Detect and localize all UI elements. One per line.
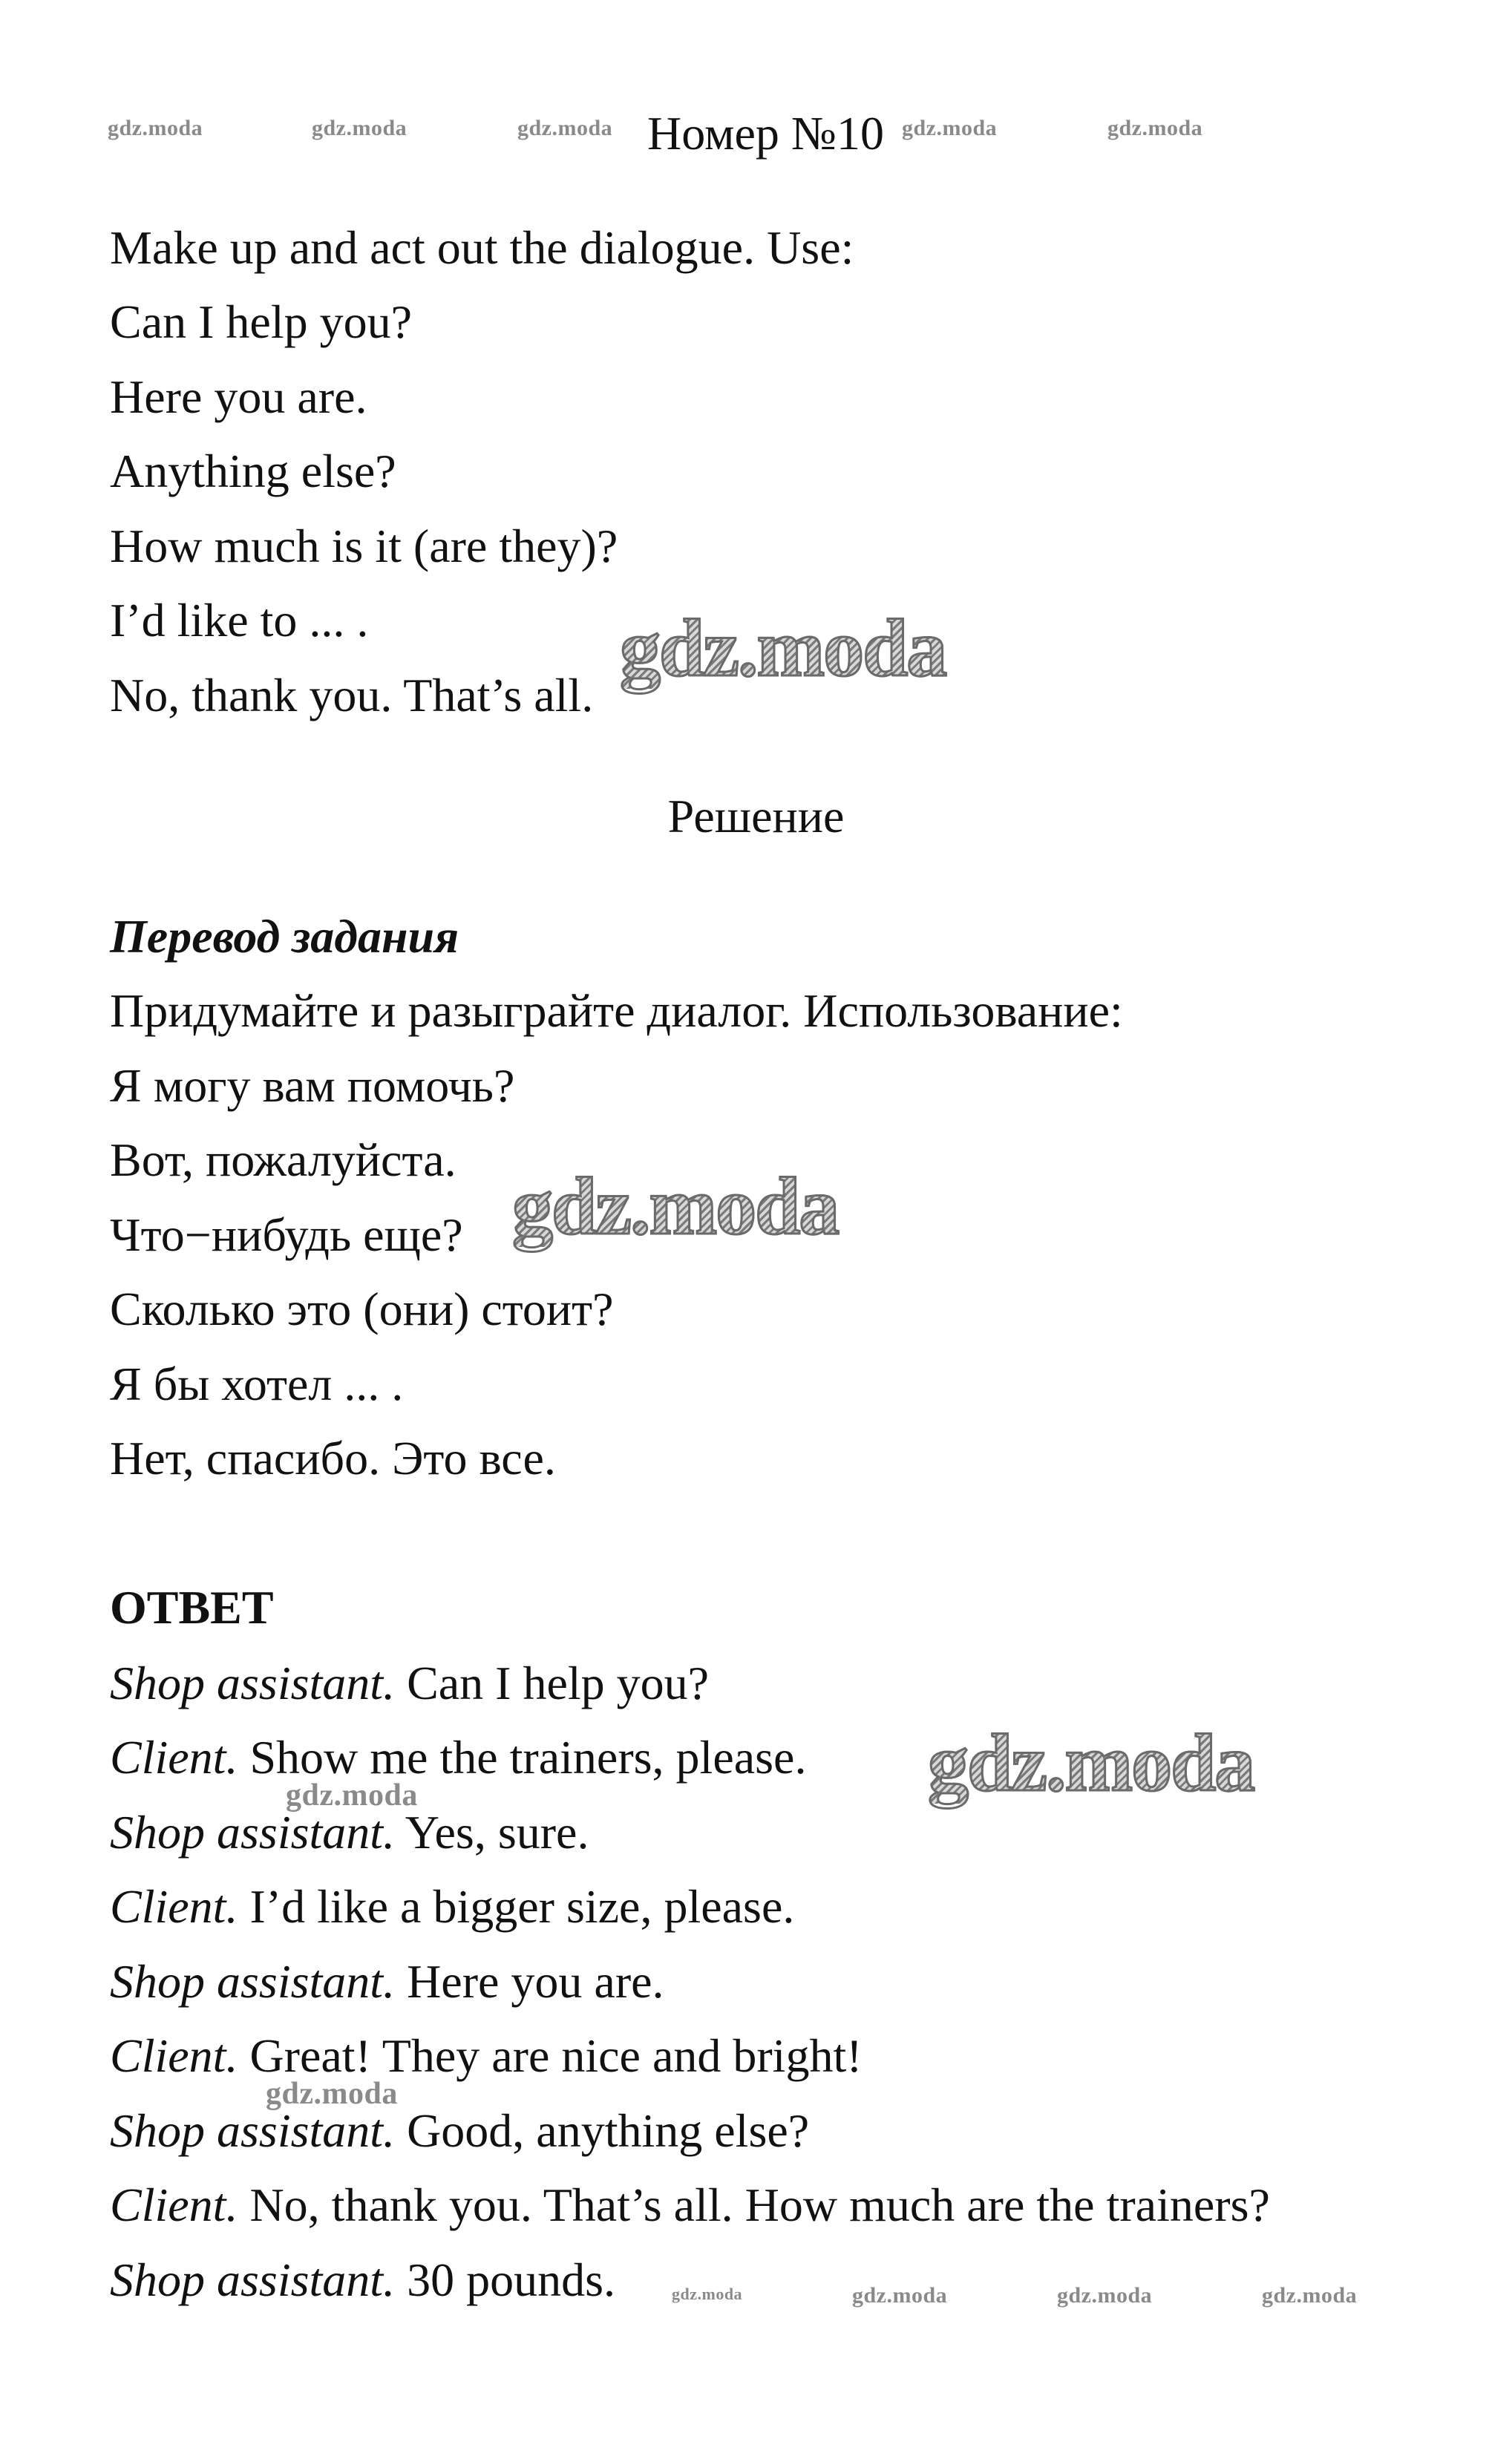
- watermark: gdz.moda: [108, 116, 203, 140]
- speaker-label: Shop assistant.: [110, 1806, 396, 1859]
- dialogue-text: No, thank you. That’s all. How much are the trainers?: [238, 2178, 1270, 2231]
- translation-line: Придумайте и разыграйте диалог. Использование:: [110, 984, 1123, 1037]
- speaker-label: Shop assistant.: [110, 2104, 396, 2157]
- dialogue-line: [110, 2178, 1270, 2231]
- task-line: Make up and act out the dialogue. Use:: [110, 221, 854, 274]
- speaker-label: Shop assistant.: [110, 1955, 396, 2008]
- task-line: Anything else?: [110, 445, 396, 497]
- watermark: gdz.moda: [852, 2283, 948, 2308]
- watermark: gdz.moda: [1057, 2283, 1153, 2308]
- speaker-label: Client.: [110, 2029, 238, 2082]
- watermark-large: gdz.moda: [928, 1718, 1254, 1808]
- speaker-label: Client.: [110, 1731, 238, 1784]
- watermark: gdz.moda: [312, 116, 408, 140]
- speaker-label: Client.: [110, 1880, 238, 1933]
- solution-heading: Решение: [667, 790, 845, 842]
- dialogue-line: [110, 2104, 810, 2157]
- dialogue-line: [110, 1657, 710, 1709]
- task-line: Here you are.: [110, 370, 367, 423]
- task-line: How much is it (are they)?: [110, 520, 618, 572]
- dialogue-line: [110, 1880, 795, 1933]
- dialogue-text: Good, anything else?: [395, 2104, 810, 2157]
- watermark-large: gdz.moda: [620, 603, 946, 693]
- watermark-large: gdz.moda: [512, 1161, 839, 1251]
- translation-line: Я бы хотел ... .: [110, 1358, 404, 1410]
- dialogue-line: [110, 2029, 863, 2082]
- dialogue-text: I’d like a bigger size, please.: [238, 1880, 795, 1933]
- page-title: Номер №10: [647, 107, 884, 160]
- speaker-label: Shop assistant.: [110, 2253, 396, 2306]
- speaker-label: Shop assistant.: [110, 1657, 396, 1709]
- watermark: gdz.moda: [1107, 116, 1203, 140]
- dialogue-text: Can I help you?: [395, 1657, 710, 1709]
- task-line: No, thank you. That’s all.: [110, 669, 594, 721]
- dialogue-text: 30 pounds.: [395, 2253, 615, 2306]
- dialogue-text: Yes, sure.: [395, 1806, 589, 1859]
- watermark: gdz.moda: [517, 116, 613, 140]
- dialogue-text: Show me the trainers, please.: [238, 1731, 807, 1784]
- translation-line: Что−нибудь еще?: [110, 1208, 463, 1261]
- task-line: Can I help you?: [110, 295, 412, 348]
- watermark: gdz.moda: [286, 1778, 418, 1813]
- translation-line: Сколько это (они) стоит?: [110, 1283, 614, 1335]
- task-line: I’d like to ... .: [110, 594, 369, 646]
- speaker-label: Client.: [110, 2178, 238, 2231]
- watermark: gdz.moda: [672, 2285, 743, 2303]
- dialogue-line: [110, 1806, 589, 1859]
- translation-line: Я могу вам помочь?: [110, 1059, 515, 1112]
- dialogue-text: Great! They are nice and bright!: [238, 2029, 863, 2082]
- answer-heading: ОТВЕТ: [110, 1581, 274, 1634]
- translation-heading: Перевод задания: [110, 910, 459, 963]
- translation-line: Нет, спасибо. Это все.: [110, 1432, 556, 1484]
- watermark: gdz.moda: [902, 116, 998, 140]
- dialogue-text: Here you are.: [395, 1955, 664, 2008]
- dialogue-line: [110, 1955, 664, 2008]
- watermark: gdz.moda: [266, 2077, 398, 2111]
- translation-line: Вот, пожалуйста.: [110, 1133, 456, 1186]
- dialogue-line: [110, 1731, 807, 1784]
- watermark: gdz.moda: [1262, 2283, 1358, 2308]
- dialogue-line: [110, 2253, 615, 2306]
